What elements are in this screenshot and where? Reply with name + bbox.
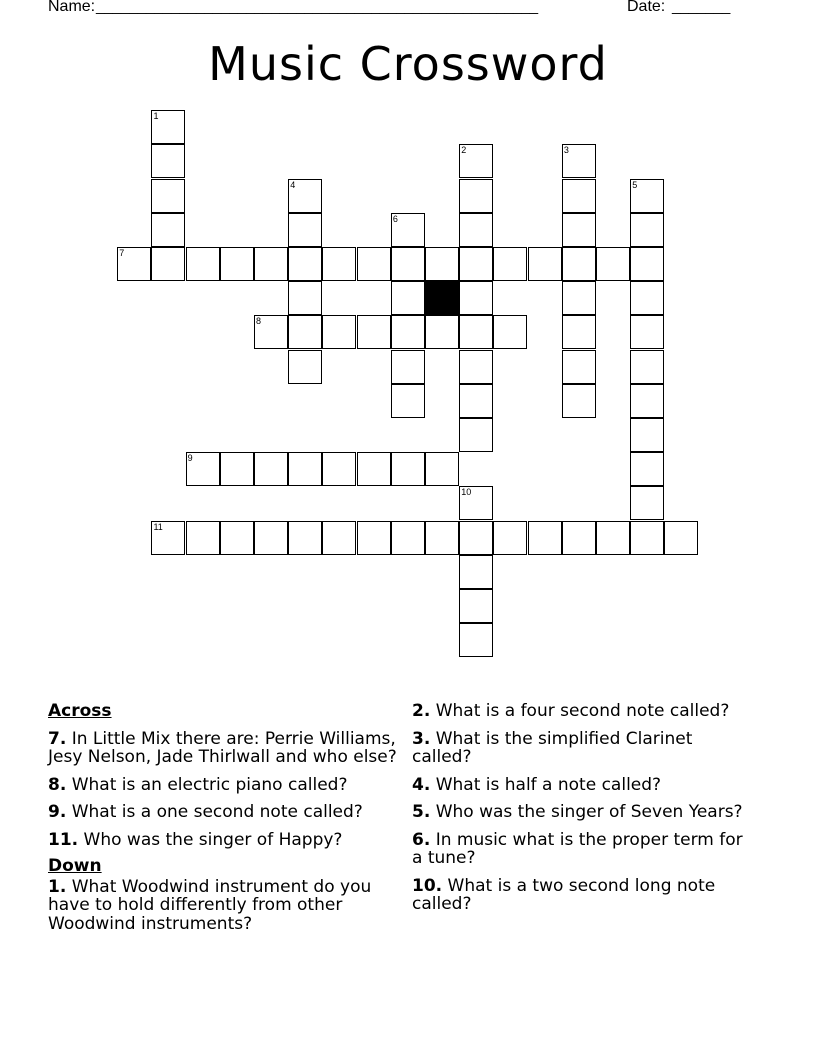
clue-item [412,776,752,795]
clue-item-text: In music what is the proper term for a tune? [412,829,743,868]
clue-item-number: 11. [48,829,79,850]
clue-item [48,831,398,850]
date-line[interactable]: _______ [672,0,731,15]
black-square [425,281,459,315]
name-line[interactable]: _____________________________________________________ [96,0,539,15]
clue-number: 7 [119,248,125,259]
clue-item-text: Who was the singer of Seven Years? [430,802,743,822]
crossword-cell[interactable] [459,213,493,247]
crossword-cell[interactable] [425,247,459,281]
crossword-cell[interactable] [254,315,288,349]
crossword-cell[interactable] [391,521,425,555]
down-clue-list-left [48,878,398,934]
crossword-cell[interactable] [630,247,664,281]
crossword-cell[interactable] [562,315,596,349]
clue-number: 4 [290,179,296,190]
clue-number: 6 [392,213,398,224]
date-label: Date: [627,0,666,15]
name-label: Name: [48,0,96,15]
crossword-cell[interactable] [357,521,391,555]
crossword-cell[interactable] [425,521,459,555]
clue-number: 2 [461,145,467,156]
crossword-cell[interactable] [425,315,459,349]
clue-item-number: 1. [48,876,67,897]
crossword-cell[interactable] [459,384,493,418]
clue-item [412,877,752,914]
crossword-cell[interactable] [322,521,356,555]
clue-number: 10 [461,487,472,498]
crossword-cell[interactable] [322,315,356,349]
crossword-cell[interactable] [357,452,391,486]
crossword-cell[interactable] [630,350,664,384]
crossword-cell[interactable] [630,521,664,555]
crossword-cell[interactable] [596,521,630,555]
crossword-cell[interactable] [288,521,322,555]
crossword-cell[interactable] [151,521,185,555]
clue-item-number: 9. [48,802,67,822]
crossword-cell[interactable] [459,315,493,349]
crossword-cell[interactable] [151,247,185,281]
crossword-cell[interactable] [493,247,527,281]
clue-item [412,730,752,767]
crossword-cell[interactable] [151,213,185,247]
crossword-cell[interactable] [562,281,596,315]
clue-item-text: What Woodwind instrument do you have to hold differently from other Woodwind instruments? [48,876,372,934]
crossword-cell[interactable] [186,247,220,281]
clue-item-number: 7. [48,728,67,749]
crossword-cell[interactable] [117,247,151,281]
crossword-cell[interactable] [630,315,664,349]
page-title: Music Crossword [208,37,608,91]
crossword-cell[interactable] [459,144,493,178]
crossword-cell[interactable] [220,452,254,486]
clue-item-text: What is a four second note called? [430,701,730,721]
crossword-cell[interactable] [288,213,322,247]
crossword-cell[interactable] [459,350,493,384]
crossword-cell[interactable] [562,384,596,418]
clue-item-text: What is half a note called? [430,774,662,795]
clue-item-text: Who was the singer of Happy? [78,829,343,850]
crossword-cell[interactable] [562,179,596,213]
down-heading: Down [48,856,102,876]
crossword-cell[interactable] [151,179,185,213]
clue-number: 3 [563,145,569,156]
clue-item-number: 2. [412,701,431,721]
crossword-cell[interactable] [391,213,425,247]
crossword-cell[interactable] [562,213,596,247]
across-clue-list [48,730,398,850]
crossword-cell[interactable] [322,452,356,486]
clue-item-text: In Little Mix there are: Perrie Williams, Jesy Nelson, Jade Thirlwall and who else? [48,728,397,767]
crossword-cell[interactable] [391,247,425,281]
clue-item [412,702,752,721]
clue-item [412,803,752,822]
crossword-cell[interactable] [459,589,493,623]
crossword-cell[interactable] [459,418,493,452]
clue-item-text: What is the simplified Clarinet called? [412,728,693,767]
crossword-cell[interactable] [630,452,664,486]
clue-item [412,831,752,868]
crossword-cell[interactable] [425,452,459,486]
crossword-cell[interactable] [459,179,493,213]
crossword-cell[interactable] [391,384,425,418]
clues-right-column [412,700,752,914]
clue-item-number: 5. [412,802,431,822]
crossword-cell[interactable] [254,521,288,555]
crossword-cell[interactable] [288,350,322,384]
crossword-cell[interactable] [493,521,527,555]
crossword-cell[interactable] [391,350,425,384]
clue-item [48,878,398,934]
clue-item [48,730,398,767]
clue-number: 1 [153,111,159,122]
crossword-cell[interactable] [493,315,527,349]
clue-number: 9 [187,453,193,464]
clue-item-number: 4. [412,774,431,795]
crossword-cell[interactable] [254,452,288,486]
crossword-cell[interactable] [562,350,596,384]
crossword-cell[interactable] [630,281,664,315]
crossword-cell[interactable] [357,315,391,349]
crossword-cell[interactable] [186,452,220,486]
down-clue-list-right [412,702,752,914]
crossword-cell[interactable] [562,144,596,178]
crossword-cell[interactable] [186,521,220,555]
crossword-cell[interactable] [596,247,630,281]
crossword-cell[interactable] [151,144,185,178]
clues-left-column [48,700,398,933]
clue-item-number: 6. [412,829,431,850]
crossword-cell[interactable] [664,521,698,555]
clue-item-text: What is a two second long note called? [412,875,716,914]
across-heading: Across [48,701,112,721]
clue-number: 11 [153,521,163,532]
clue-item-number: 10. [412,875,443,896]
clue-item-number: 8. [48,774,67,795]
crossword-cell[interactable] [322,247,356,281]
crossword-cell[interactable] [459,486,493,520]
crossword-cell[interactable] [288,315,322,349]
crossword-cell[interactable] [288,281,322,315]
crossword-cell[interactable] [630,486,664,520]
crossword-cell[interactable] [630,213,664,247]
crossword-cell[interactable] [630,179,664,213]
crossword-cell[interactable] [459,623,493,657]
crossword-cell[interactable] [391,452,425,486]
crossword-cell[interactable] [562,521,596,555]
crossword-cell[interactable] [528,521,562,555]
clue-item [48,803,398,822]
clue-item-number: 3. [412,728,431,749]
clue-item [48,776,398,795]
clue-item-text: What is a one second note called? [66,802,363,822]
crossword-cell[interactable] [630,384,664,418]
clue-item-text: What is an electric piano called? [66,774,348,795]
crossword-cell[interactable] [630,418,664,452]
clue-number: 8 [256,316,262,327]
crossword-cell[interactable] [220,247,254,281]
crossword-cell[interactable] [459,247,493,281]
crossword-cell[interactable] [391,281,425,315]
crossword-cell[interactable] [254,247,288,281]
crossword-cell[interactable] [288,247,322,281]
crossword-cell[interactable] [391,315,425,349]
crossword-cell[interactable] [562,247,596,281]
crossword-cell[interactable] [151,110,185,144]
crossword-cell[interactable] [288,179,322,213]
crossword-cell[interactable] [288,452,322,486]
crossword-cell[interactable] [459,281,493,315]
crossword-cell[interactable] [220,521,254,555]
crossword-cell[interactable] [459,521,493,555]
crossword-cell[interactable] [459,555,493,589]
crossword-cell[interactable] [528,247,562,281]
clue-number: 5 [632,179,638,190]
crossword-cell[interactable] [357,247,391,281]
